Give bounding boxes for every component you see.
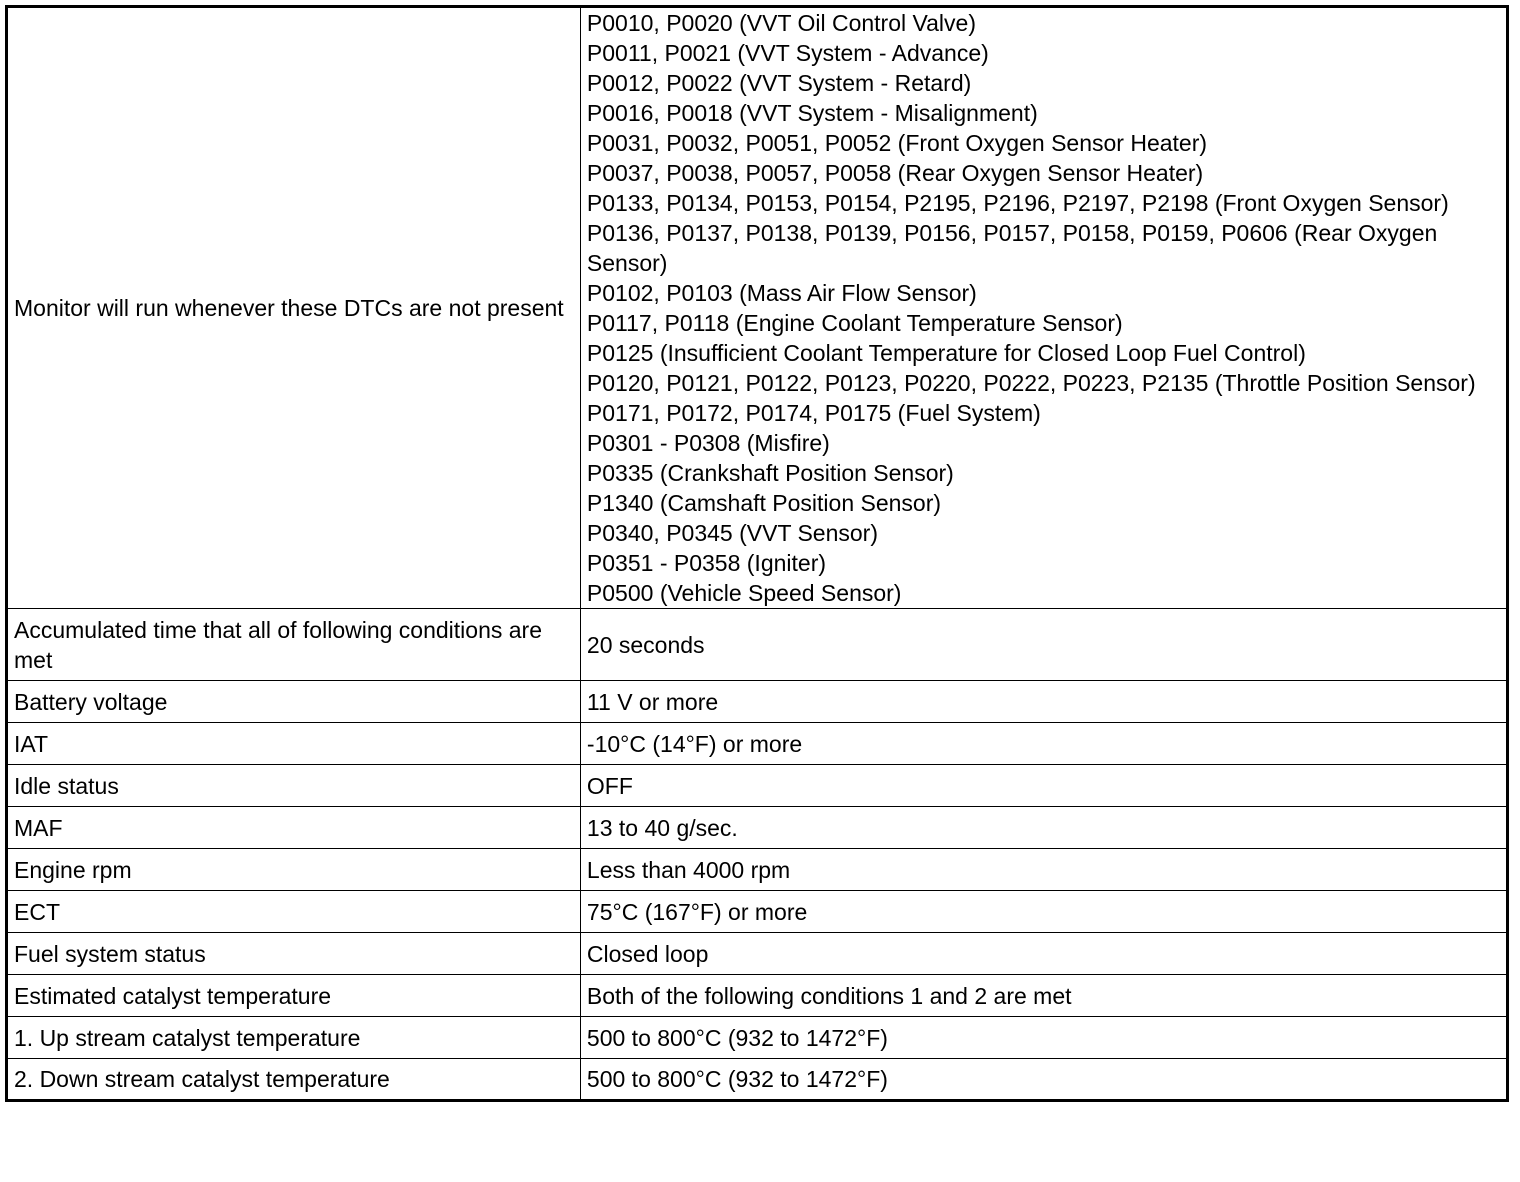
condition-label: Fuel system status	[7, 933, 581, 975]
dtc-code-line: P1340 (Camshaft Position Sensor)	[586, 490, 942, 516]
condition-label: Idle status	[7, 765, 581, 807]
dtc-code-line: P0500 (Vehicle Speed Sensor)	[586, 580, 902, 606]
table-row-maf	[7, 807, 1508, 849]
condition-label: 2. Down stream catalyst temperature	[7, 1059, 581, 1101]
dtc-code-line: P0136, P0137, P0138, P0139, P0156, P0157, P0158, P0159, P0606 (Rear Oxygen Sensor)	[586, 220, 1438, 276]
table-row-upstream-catalyst-temperature	[7, 1017, 1508, 1059]
condition-value: 20 seconds	[580, 609, 1507, 681]
dtc-code-line: P0117, P0118 (Engine Coolant Temperature Sensor)	[586, 310, 1123, 336]
table-row-estimated-catalyst-temperature	[7, 975, 1508, 1017]
condition-label: Accumulated time that all of following conditions are met	[7, 609, 581, 681]
condition-label: Battery voltage	[7, 681, 581, 723]
dtc-code-line: P0010, P0020 (VVT Oil Control Valve)	[586, 10, 976, 36]
condition-label: Engine rpm	[7, 849, 581, 891]
table-row-downstream-catalyst-temperature	[7, 1059, 1508, 1101]
condition-value: 500 to 800°C (932 to 1472°F)	[580, 1059, 1507, 1101]
condition-value: Less than 4000 rpm	[580, 849, 1507, 891]
condition-value: Closed loop	[580, 933, 1507, 975]
monitor-conditions-table	[5, 5, 1509, 1102]
dtc-code-line: P0120, P0121, P0122, P0123, P0220, P0222, P0223, P2135 (Throttle Position Sensor)	[586, 370, 1476, 396]
dtc-condition-label: Monitor will run whenever these DTCs are not present	[7, 7, 581, 609]
dtc-code-line: P0133, P0134, P0153, P0154, P2195, P2196, P2197, P2198 (Front Oxygen Sensor)	[586, 190, 1449, 216]
table-row-accumulated-time	[7, 609, 1508, 681]
dtc-code-line: P0012, P0022 (VVT System - Retard)	[586, 70, 972, 96]
dtc-code-line: P0171, P0172, P0174, P0175 (Fuel System)	[586, 400, 1041, 426]
dtc-code-line: P0016, P0018 (VVT System - Misalignment)	[586, 100, 1038, 126]
condition-label: IAT	[7, 723, 581, 765]
table-row-ect	[7, 891, 1508, 933]
table-row-engine-rpm	[7, 849, 1508, 891]
condition-value: Both of the following conditions 1 and 2 are met	[580, 975, 1507, 1017]
dtc-code-line: P0102, P0103 (Mass Air Flow Sensor)	[586, 280, 977, 306]
dtc-code-list	[580, 7, 1507, 609]
condition-label: MAF	[7, 807, 581, 849]
condition-value: 75°C (167°F) or more	[580, 891, 1507, 933]
dtc-code-line: P0011, P0021 (VVT System - Advance)	[586, 40, 989, 66]
table-row-battery-voltage	[7, 681, 1508, 723]
condition-label: Estimated catalyst temperature	[7, 975, 581, 1017]
dtc-code-line: P0125 (Insufficient Coolant Temperature for Closed Loop Fuel Control)	[586, 340, 1306, 366]
dtc-code-line: P0301 - P0308 (Misfire)	[586, 430, 830, 456]
table-row-iat	[7, 723, 1508, 765]
condition-value: 11 V or more	[580, 681, 1507, 723]
dtc-code-line: P0340, P0345 (VVT Sensor)	[586, 520, 879, 546]
table-row-fuel-system-status	[7, 933, 1508, 975]
condition-value: 500 to 800°C (932 to 1472°F)	[580, 1017, 1507, 1059]
condition-label: ECT	[7, 891, 581, 933]
table-row-idle-status	[7, 765, 1508, 807]
condition-label: 1. Up stream catalyst temperature	[7, 1017, 581, 1059]
dtc-code-line: P0335 (Crankshaft Position Sensor)	[586, 460, 954, 486]
dtc-code-line: P0351 - P0358 (Igniter)	[586, 550, 827, 576]
condition-value: -10°C (14°F) or more	[580, 723, 1507, 765]
condition-value: OFF	[580, 765, 1507, 807]
condition-value: 13 to 40 g/sec.	[580, 807, 1507, 849]
table-row-dtc	[7, 7, 1508, 609]
dtc-code-line: P0031, P0032, P0051, P0052 (Front Oxygen Sensor Heater)	[586, 130, 1208, 156]
dtc-code-line: P0037, P0038, P0057, P0058 (Rear Oxygen Sensor Heater)	[586, 160, 1204, 186]
